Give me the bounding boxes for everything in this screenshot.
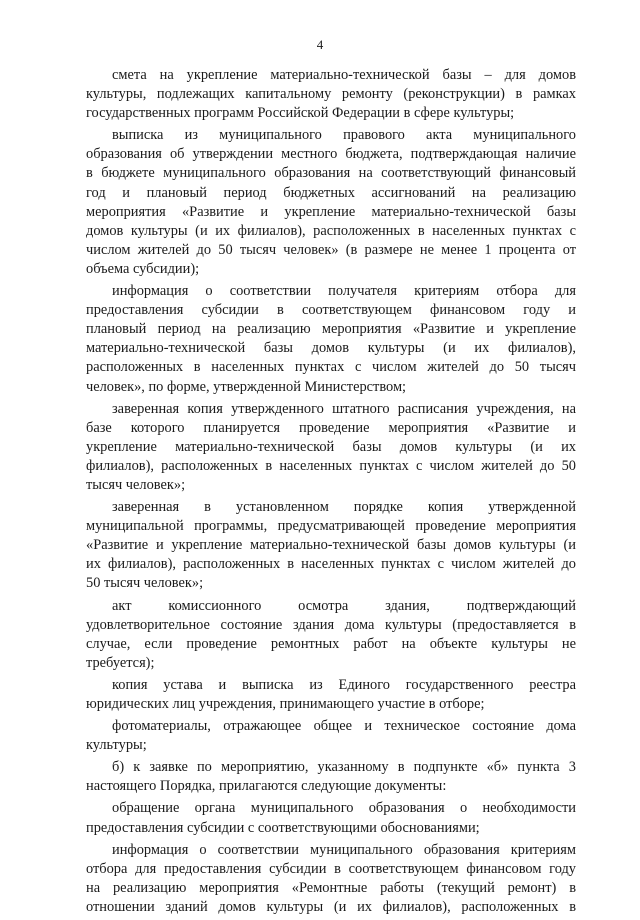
text-line: заверенная копия утвержденного штатного расписания учреждения, на: [112, 400, 576, 417]
text-line: укрепление материально-технической базы домов культуры (и их: [86, 438, 576, 455]
text-line: б) к заявке по мероприятию, указанному в подпункте «б» пункта 3: [112, 759, 576, 776]
text-line: отбора для предоставления субсидии в соответствующем финансовом году: [86, 860, 576, 877]
text-line: материально-технической базы домов культуры (и их филиалов),: [86, 340, 576, 357]
text-line: выписка из муниципального правового акта муниципального: [112, 127, 576, 144]
para-inspection-act: [86, 597, 576, 673]
text-line: человек», по форме, утвержденной Министерством;: [86, 378, 407, 395]
text-line: заверенная в установленном порядке копия утвержденной: [112, 499, 576, 516]
text-line: юридических лиц учреждения, принимающего участие в отборе;: [86, 696, 485, 712]
page-number: 4: [316, 37, 324, 52]
text-line: объема субсидии);: [86, 260, 200, 277]
text-line: обращение органа муниципального образования о необходимости: [112, 800, 576, 817]
text-line: фотоматериалы, отражающее общее и техническое состояние дома: [112, 718, 576, 735]
text-line: 50 тысяч человек»;: [86, 575, 204, 592]
text-line: предоставления субсидии с соответствующими обоснованиями;: [86, 819, 480, 836]
text-line: отношении зданий домов культуры (и их филиалов), расположенных в: [86, 898, 576, 915]
text-line: мероприятия «Развитие и укрепление материально-технической базы: [86, 203, 576, 220]
text-line: акт комиссионного осмотра здания, подтверждающий: [112, 597, 576, 614]
para-municipal-program: [86, 498, 576, 593]
para-item-b: [86, 758, 576, 796]
text-line: «Развитие и укрепление материально-технической базы домов культуры (и: [86, 537, 576, 554]
text-line: их филиалов), расположенных в населенных пунктах с числом жителей до: [86, 556, 576, 573]
text-line: базе которого планируется проведение мероприятия «Развитие и: [86, 419, 576, 436]
text-line: муниципальной программы, предусматривающей проведение мероприятия: [86, 518, 576, 535]
text-line: в бюджете муниципального образования на соответствующий финансовый: [86, 165, 576, 182]
text-line: смета на укрепление материально-технической базы – для домов: [112, 67, 576, 83]
text-line: информация о соответствии получателя критериям отбора для: [112, 283, 576, 300]
text-line: тысяч человек»;: [86, 476, 186, 493]
text-line: предоставления субсидии в соответствующем финансовом году и: [86, 302, 576, 319]
text-line: домов культуры (и их филиалов), расположенных в населенных пунктах с: [86, 222, 576, 239]
text-line: год и плановый период бюджетных ассигнований на реализацию: [86, 184, 576, 201]
document-body: [86, 66, 576, 920]
text-line: образования об утверждении местного бюджета, подтверждающая наличие: [86, 146, 576, 163]
para-info-criteria: [86, 282, 576, 397]
text-line: плановый период на реализацию мероприятия «Развитие и укрепление: [86, 321, 576, 338]
text-line: настоящего Порядка, прилагаются следующие документы:: [86, 778, 447, 795]
text-line: случае, если проведение ремонтных работ на объекте культуры не: [86, 635, 576, 652]
text-line: удовлетворительное состояние здания дома культуры (предоставляется в: [86, 616, 576, 633]
para-info-municipal-criteria: [86, 841, 576, 917]
text-line: копия устава и выписка из Единого государственного реестра: [112, 676, 576, 693]
para-charter-copy: [86, 676, 576, 714]
text-line: требуется);: [86, 654, 155, 671]
para-appeal: [86, 799, 576, 837]
text-line: государственных программ Российской Федерации в сфере культуры;: [86, 105, 515, 122]
text-line: филиалов), расположенных в населенных пунктах с числом жителей до 50: [86, 457, 576, 474]
para-staff-schedule: [86, 400, 576, 495]
text-line: культуры, подлежащих капитальному ремонту (реконструкции) в рамках: [86, 86, 576, 103]
text-line: числом жителей до 50 тысяч человек» (в размере не менее 1 процента от: [86, 241, 576, 258]
para-smeta: [86, 66, 576, 123]
para-photos: [86, 717, 576, 755]
text-line: на реализацию мероприятия «Ремонтные работы (текущий ремонт) в: [86, 879, 576, 896]
text-line: информация о соответствии муниципального образования критериям: [112, 841, 576, 858]
text-line: культуры;: [86, 737, 147, 754]
para-vypiska-municipal-act: [86, 126, 576, 279]
text-line: расположенных в населенных пунктах с числом жителей до 50 тысяч: [86, 359, 576, 376]
